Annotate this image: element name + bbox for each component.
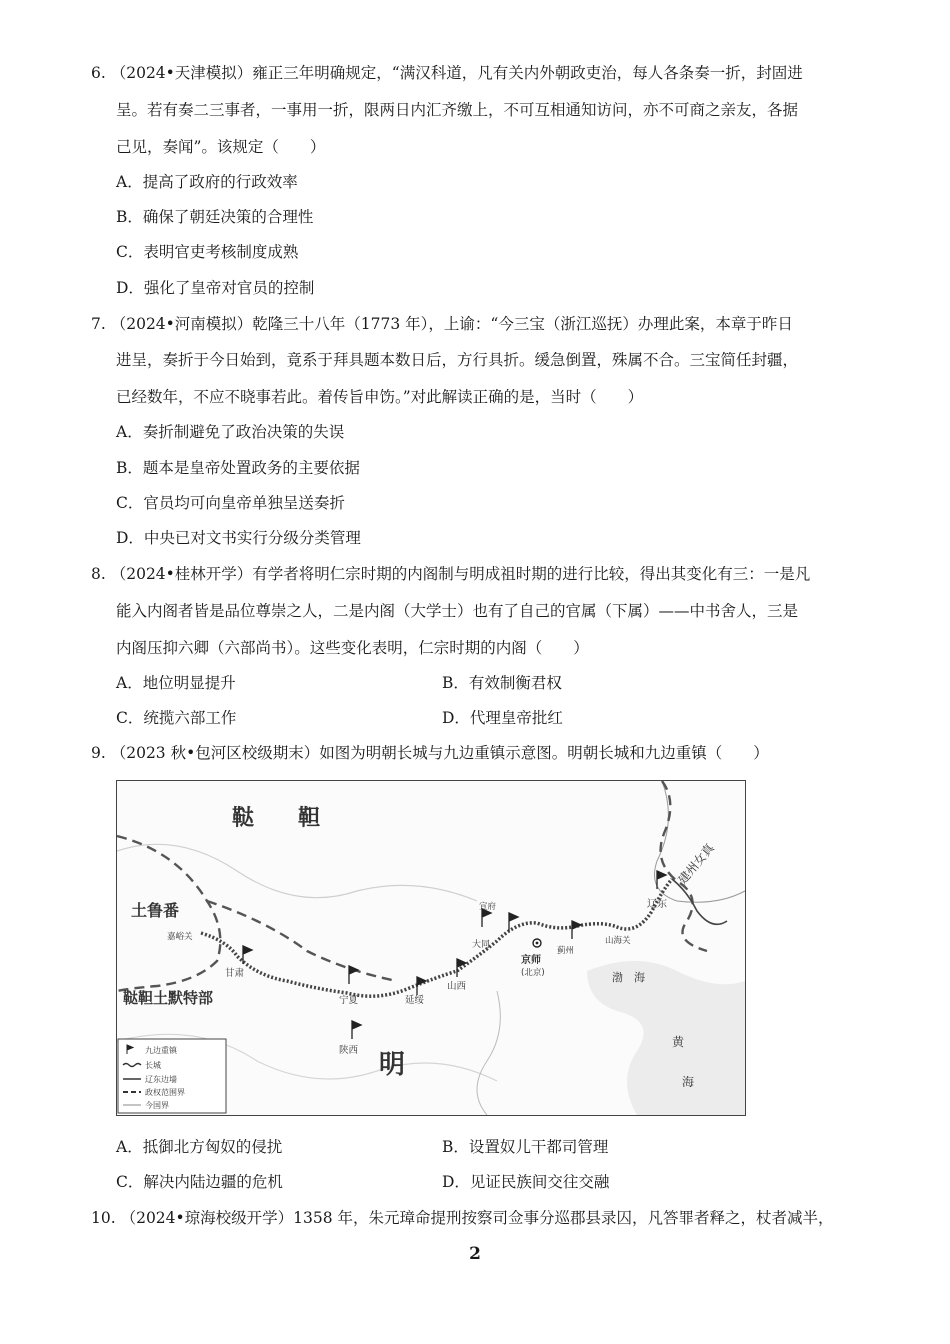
q6-option-b: B．确保了朝廷决策的合理性 (116, 208, 314, 226)
q7-line-1: 7. （2024•河南模拟）乾隆三十八年（1773 年），上谕：“今三宝（浙江巡抚）办理此案，本章于昨日 (91, 315, 793, 333)
flag-icon (352, 1021, 361, 1039)
label-ningxia: 宁夏 (339, 995, 359, 1006)
label-hai: 海 (682, 1075, 695, 1089)
label-tatar: 鞑 靼 (232, 806, 321, 831)
q8-line-2: 能入内阁者皆是品位尊崇之人，二是内阁（大学士）也有了自己的官属（下属）——中书舍人，三是 (116, 602, 799, 620)
label-beijing: (北京) (521, 968, 545, 978)
label-bohai: 渤 海 (612, 971, 645, 984)
q9-option-b: B．设置奴儿干都司管理 (442, 1138, 609, 1156)
label-yansui: 延绥 (405, 995, 425, 1006)
q8-line-1: 8. （2024•桂林开学）有学者将明仁宗时期的内阁制与明成祖时期的进行比较，得出其变化有三：一是凡 (91, 565, 811, 583)
q7-option-b: B．题本是皇帝处置政务的主要依据 (116, 459, 360, 477)
q7-line-3: 已经数年，不应不晓事若此。着传旨申饬。”对此解读正确的是，当时（ ） (116, 388, 644, 406)
label-ming: 明 (379, 1050, 406, 1080)
map-legend (118, 1039, 226, 1113)
sea-area (587, 961, 745, 1115)
q8-line-3: 内阁压抑六卿（六部尚书）。这些变化表明，仁宗时期的内阁（ ） (116, 639, 589, 657)
label-tatar-tumed: 鞑靼土默特部 (123, 989, 214, 1007)
label-ganzhou: 甘肃 (225, 968, 245, 979)
q7-line-2: 进呈，奏折于今日始到，竟系于拜具题本数日后，方行具折。缓急倒置，殊属不合。三宝简任封疆， (116, 351, 799, 369)
legend-item-garrison: 九边重镇 (145, 1046, 177, 1055)
q7-option-d: D．中央已对文书实行分级分类管理 (116, 529, 361, 547)
q9-option-c: C．解决内陆边疆的危机 (116, 1173, 283, 1191)
map-svg (117, 781, 745, 1115)
q8-option-c: C．统揽六部工作 (116, 709, 237, 727)
q6-line-2: 呈。若有奏二三事者，一事用一折，限两日内汇齐缴上，不可互相通知访问，亦不可商之亲友，各据 (116, 101, 799, 119)
q8-option-b: B．有效制衡君权 (442, 674, 562, 692)
garrison-flags (243, 871, 666, 1039)
q6-option-c: C．表明官吏考核制度成熟 (116, 243, 299, 261)
label-jizhou: 蓟州 (557, 946, 575, 956)
q9-option-d: D．见证民族间交往交融 (442, 1173, 610, 1191)
label-huanghai: 黄 (672, 1035, 685, 1049)
q7-option-a: A．奏折制避免了政治决策的失误 (116, 423, 345, 441)
label-jingshi: 京师 (521, 955, 541, 966)
label-tufan: 土鲁番 (131, 901, 180, 920)
page-number: 2 (469, 1244, 481, 1264)
river-line (477, 991, 500, 1115)
label-jurchen: 建州女真 (675, 840, 717, 887)
q6-line-1: 6. （2024•天津模拟）雍正三年明确规定，“满汉科道，凡有关内外朝政吏治，每人各条奏一折，封固进 (91, 64, 803, 82)
capital-marker-dot (536, 942, 539, 945)
label-shanhaiguan: 山海关 (605, 936, 631, 946)
flag-icon (349, 966, 358, 984)
label-xuanfu: 宣府 (479, 902, 497, 912)
label-jiayuguan: 嘉峪关 (167, 932, 193, 942)
q7-option-c: C．官员均可向皇帝单独呈送奏折 (116, 494, 345, 512)
ming-great-wall-map (116, 780, 746, 1116)
flag-icon (417, 977, 426, 995)
q6-option-a: A．提高了政府的行政效率 (116, 173, 298, 191)
legend-item-regime: 政权范围界 (145, 1088, 185, 1097)
legend-item-liaodong: 辽东边墙 (145, 1075, 177, 1084)
q6-line-3: 己见，奏闻”。该规定（ ） (116, 138, 326, 156)
label-datong: 大同 (472, 940, 491, 950)
legend-item-border: 今国界 (145, 1101, 169, 1110)
q10-line-1: 10. （2024•琼海校级开学）1358 年，朱元璋命提刑按察司佥事分巡郡县录囚，凡答罪者释之，杖者减半， (91, 1209, 834, 1227)
label-liaodong: 辽东 (647, 899, 667, 910)
q8-option-a: A．地位明显提升 (116, 674, 236, 692)
terrain-line (117, 844, 477, 901)
label-shanxi: 山西 (447, 981, 467, 992)
q6-option-d: D．强化了皇帝对官员的控制 (116, 279, 315, 297)
legend-item-wall: 长城 (145, 1061, 161, 1070)
q9-option-a: A．抵御北方匈奴的侵扰 (116, 1138, 283, 1156)
q9-line-1: 9. （2023 秋•包河区校级期末）如图为明朝长城与九边重镇示意图。明朝长城和九边重镇（ ） (91, 744, 769, 762)
q8-option-d: D．代理皇帝批红 (442, 709, 563, 727)
label-shaanxi: 陕西 (339, 1045, 359, 1056)
flag-icon (572, 921, 581, 939)
